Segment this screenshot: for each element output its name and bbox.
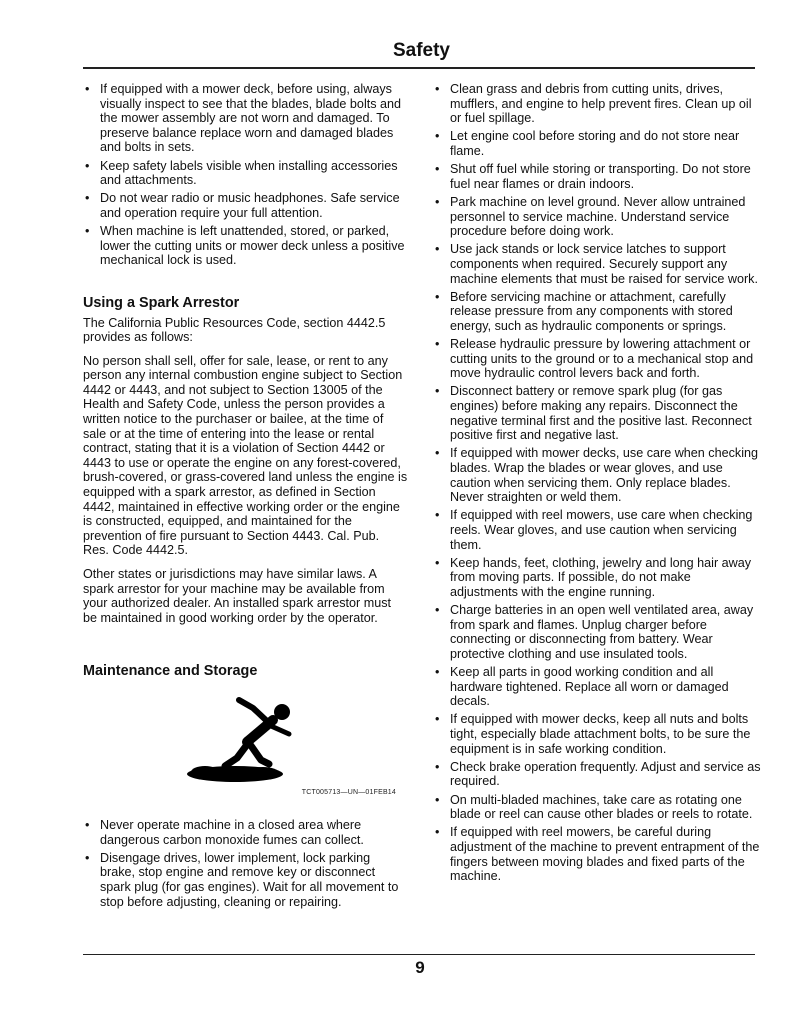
list-item: • If equipped with mower decks, use care when checking blades. Wrap the blades or wear gloves, and use caution when servicing them. Only replace blades. Never straighten or weld them. (433, 446, 761, 504)
left-column (83, 82, 408, 913)
spacer (83, 634, 408, 663)
slip-hazard-figure (83, 690, 408, 786)
list-item: • On multi-bladed machines, take care as rotating one blade or reel can cause other blades or reels to rotate. (433, 793, 761, 822)
spacer (83, 272, 408, 295)
list-item: • Keep safety labels visible when installing accessories and attachments. (83, 159, 408, 188)
list-item: • Disengage drives, lower implement, lock parking brake, stop engine and remove key or disconnect spark plug (for gas engines). Wait for all movement to stop before adjusting, cleaning or repairing. (83, 851, 408, 909)
spark-paragraph-2: No person shall sell, offer for sale, lease, or rent to any person any internal combustion engine subject to Section 4442 or 4443, and not subject to Section 13005 of the Health and Safety Code, unless the person provides a written notice to the purchaser or bailee, at the time of sale or at the time of entering into the lease or rental contract, stating that it is a violation of Section 4442 or 4443 to use or operate the engine on any forest-covered, brush-covered, or grass-covered land unless the engine is equipped with a spark arrestor, as defined in Section 4442, maintained in effective working order or the engine is constructed, equipped, and maintained for the prevention of fire pursuant to Section 4443. Cal. Pub. Res. Code 4442.5. (83, 353, 408, 558)
header-rule (83, 67, 755, 69)
list-item: • Never operate machine in a closed area where dangerous carbon monoxide fumes can collect. (83, 818, 408, 847)
maintenance-heading: Maintenance and Storage (83, 663, 258, 680)
figure-caption: TCT005713—UN—01FEB14 (301, 789, 396, 797)
list-item: • Check brake operation frequently. Adjust and service as required. (433, 760, 761, 789)
right-column (433, 82, 761, 887)
list-item: • Do not wear radio or music headphones. Safe service and operation require your full attention. (83, 191, 408, 220)
list-item: • Keep all parts in good working condition and all hardware tightened. Replace all worn or damaged decals. (433, 665, 761, 709)
list-item: • Use jack stands or lock service latches to support components when required. Securely support any machine elements that must be raised for service work. (433, 242, 761, 286)
page-number: 9 (415, 958, 425, 977)
list-item: • Release hydraulic pressure by lowering attachment or cutting units to the ground or to a mechanical stop and move hydraulic control levers back and forth. (433, 337, 761, 381)
list-item: • If equipped with reel mowers, be careful during adjustment of the machine to prevent entrapment of the fingers between moving blades and fixed parts of the machine. (433, 825, 761, 883)
spark-paragraph-3: Other states or jurisdictions may have similar laws. A spark arrestor for your machine may be available from your authorized dealer. An installed spark arrestor must be maintained in good working order by the operator. (83, 567, 392, 625)
safety-list-bottom (83, 818, 408, 909)
list-item: • Before servicing machine or attachment, carefully release pressure from any components with stored energy, such as hydraulic components or springs. (433, 290, 761, 334)
list-item: • If equipped with reel mowers, use care when checking reels. Wear gloves, and use caution when servicing them. (433, 508, 761, 552)
slipping-person-icon (185, 690, 305, 786)
list-item: • If equipped with a mower deck, before using, always visually inspect to see that the blades, blade bolts and the mower assembly are not worn and damaged. To preserve balance replace worn and damaged blades and bolts in sets. (83, 82, 408, 155)
list-item: • Disconnect battery or remove spark plug (for gas engines) before making any repairs. Disconnect the negative terminal first and the positive last. Reconnect positive first and negative last. (433, 384, 761, 442)
spark-paragraph-1: The California Public Resources Code, section 4442.5 provides as follows: (83, 315, 386, 345)
footer-rule (83, 954, 755, 955)
list-item: • Clean grass and debris from cutting units, drives, mufflers, and engine to help prevent fires. Clean up oil or fuel spillage. (433, 82, 761, 126)
safety-list-top (83, 82, 408, 268)
list-item: • Charge batteries in an open well ventilated area, away from spark and flames. Unplug charger before connecting or disconnecting from battery. Wear protective clothing and use insulated tools. (433, 603, 761, 661)
spark-arrestor-heading: Using a Spark Arrestor (83, 294, 240, 311)
list-item: • Shut off fuel while storing or transporting. Do not store fuel near flames or drain indoors. (433, 162, 761, 191)
safety-list-right (433, 82, 761, 884)
list-item: • Let engine cool before storing and do not store near flame. (433, 129, 761, 158)
page-title: Safety (392, 40, 450, 61)
list-item: • If equipped with mower decks, keep all nuts and bolts tight, especially blade attachment bolts, to be sure the equipment is in safe working condition. (433, 712, 761, 756)
list-item: • When machine is left unattended, stored, or parked, lower the cutting units or mower deck unless a positive mechanical lock is used. (83, 224, 408, 268)
list-item: • Park machine on level ground. Never allow untrained personnel to service machine. Understand service procedure before doing work. (433, 195, 761, 239)
list-item: • Keep hands, feet, clothing, jewelry and long hair away from moving parts. If possible, do not make adjustments with the engine running. (433, 556, 761, 600)
